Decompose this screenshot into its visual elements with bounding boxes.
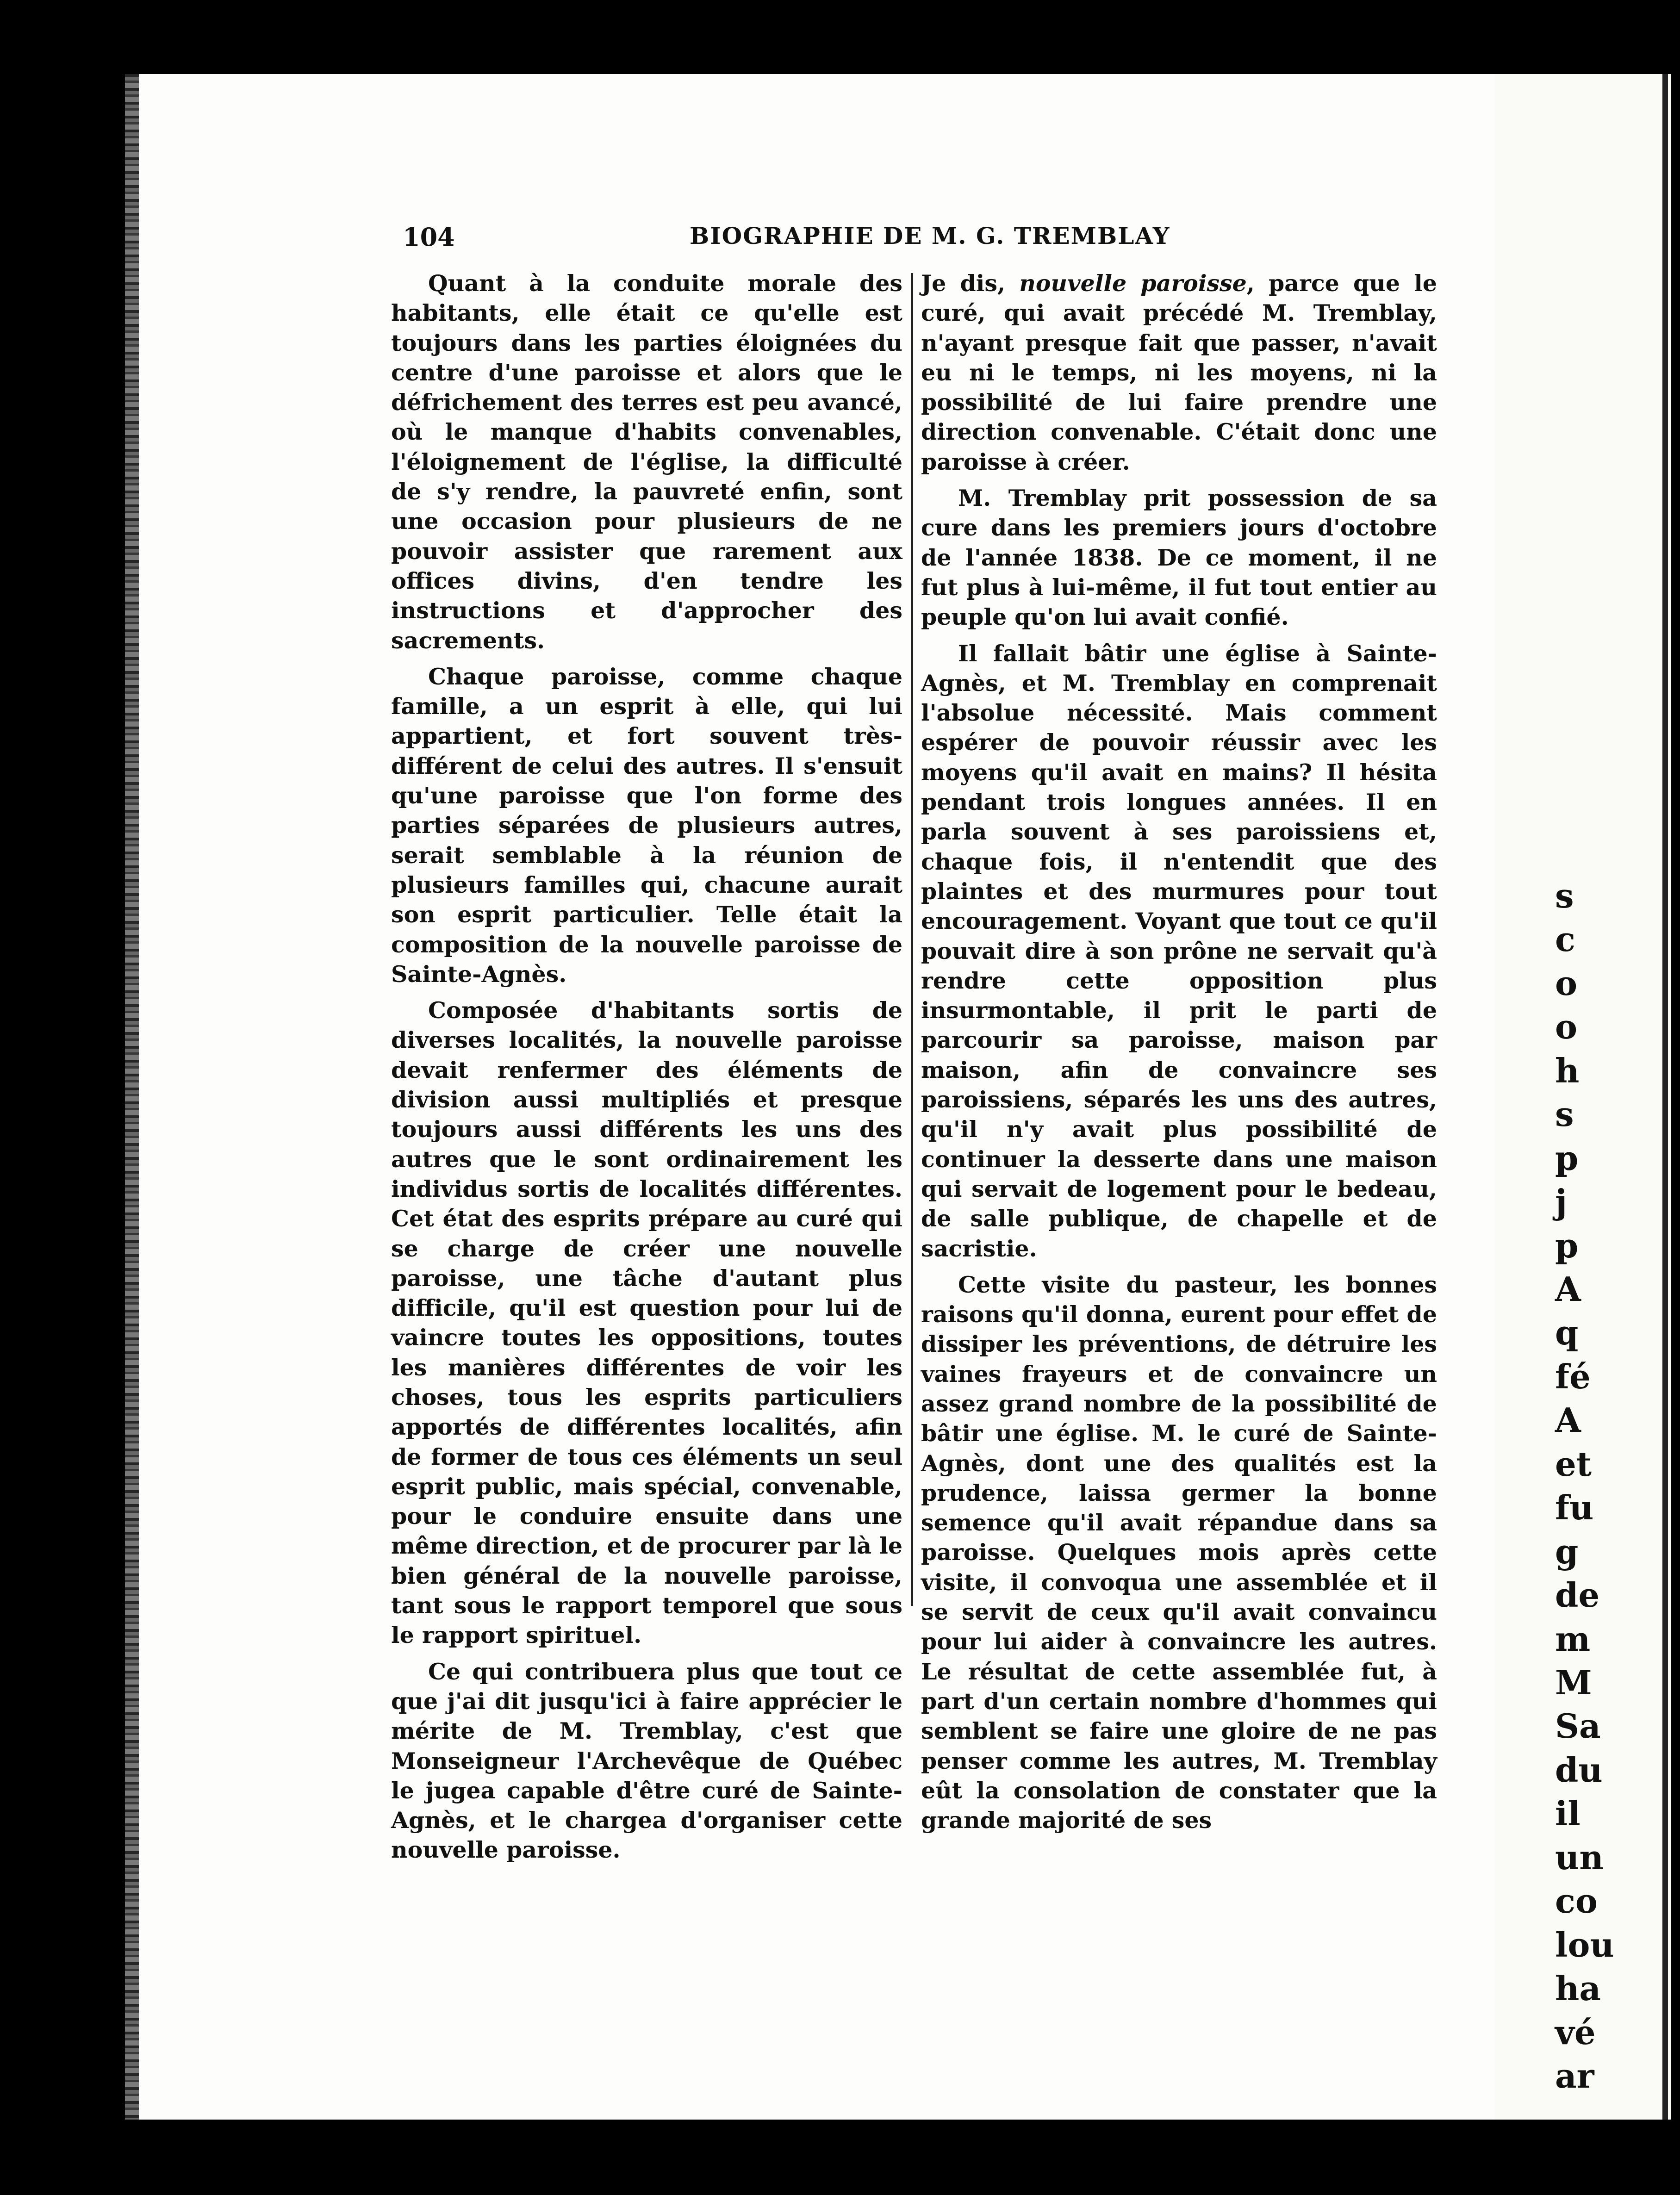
running-head: BIOGRAPHIE DE M. G. TREMBLAY [690, 222, 1170, 249]
left-column [391, 268, 902, 1872]
edge-fragment: du [1555, 1750, 1603, 1790]
paragraph: Ce qui contribuera plus que tout ce que j'ai dit jusqu'ici à faire apprécier le mérite de M. Tremblay, c'est que Monseigneur l'Archevêque de Québec le jugea capable d'être curé de Sainte-Agnès, et le chargea d'organiser cette nouvelle paroisse. [391, 1658, 902, 1864]
edge-fragment: o [1555, 964, 1578, 1003]
edge-fragment: vé [1555, 2013, 1596, 2052]
edge-fragment: et [1555, 1444, 1592, 1484]
edge-fragment: q [1555, 1313, 1579, 1352]
edge-fragment: p [1555, 1226, 1579, 1265]
page-number: 104 [403, 222, 455, 252]
edge-fragment: m [1555, 1619, 1591, 1659]
edge-fragment: de [1555, 1575, 1600, 1615]
edge-fragment: ar [1555, 2056, 1594, 2096]
edge-fragment: fu [1555, 1488, 1594, 1527]
continuation-prefix: Je dis, [921, 270, 1020, 297]
edge-fragment: Sa [1555, 1706, 1601, 1746]
edge-fragment: lou [1555, 1925, 1614, 1965]
edge-fragment: fé [1555, 1357, 1591, 1396]
scan-edge-bar [1662, 74, 1668, 2120]
edge-fragment: A [1555, 1400, 1581, 1440]
edge-fragment: j [1555, 1182, 1568, 1221]
paragraph: Composée d'habitants sortis de diverses localités, la nouvelle paroisse devait renfermer des éléments de division aussi multipliés et presque toujours aussi différents les uns des autres que le sont ordinairement les individus sortis de localités différentes. Cet état des esprits prépare au curé qui se charge de créer une nouvelle paroisse, une tâche d'autant plus difficile, qu'il est question pour lui de vaincre toutes les oppositions, toutes les manières différentes de voir les choses, tous les esprits particuliers apportés de différentes localités, afin de former de tous ces éléments un seul esprit public, mais spécial, convenable, pour le conduire ensuite dans une même direction, et de procurer par là le bien général de la nouvelle paroisse, tant sous le rapport temporel que sous le rapport spirituel. [391, 997, 902, 1649]
edge-fragment: p [1555, 1138, 1579, 1178]
edge-fragment: s [1555, 1094, 1574, 1134]
paragraph: Cette visite du pasteur, les bonnes raisons qu'il donna, eurent pour effet de dissiper les préventions, de détruire les vaines frayeurs et de convaincre un assez grand nombre de la possibilité de bâtir une église. M. le curé de Sainte-Agnès, dont une des qualités est la prudence, laissa germer la bonne semence qu'il avait répandue dans sa paroisse. Quelques mois après cette visite, il convoqua une assemblée et il se servit de ceux qu'il avait convaincu pour lui aider à convaincre les autres. Le résultat de cette assemblée fut, à part d'un certain nombre d'hommes qui semblent se faire une gloire de ne pas penser comme les autres, M. Tremblay eût la consolation de constater que la grande majorité de ses [921, 1271, 1437, 1834]
facing-page-edge [1495, 74, 1671, 2120]
edge-fragment: un [1555, 1838, 1604, 1877]
edge-fragment: s [1555, 876, 1574, 915]
paragraph: M. Tremblay prit possession de sa cure dans les premiers jours d'octobre de l'année 1838. De ce moment, il ne fut plus à lui-même, il fut tout entier au peuple qu'on lui avait confié. [921, 485, 1437, 631]
edge-fragment: h [1555, 1051, 1580, 1090]
edge-fragment: o [1555, 1007, 1578, 1046]
right-column [921, 268, 1437, 1841]
column-divider [911, 273, 913, 1606]
paragraph-continuation [921, 268, 1437, 477]
edge-fragment: il [1555, 1794, 1580, 1833]
edge-fragment: g [1555, 1532, 1579, 1571]
paragraph: Quant à la conduite morale des habitants, elle était ce qu'elle est toujours dans les parties éloignées du centre d'une paroisse et alors que le défrichement des terres est peu avancé, où le manque d'habits convenables, l'éloignement de l'église, la difficulté de s'y rendre, la pauvreté enfin, sont une occasion pour plusieurs de ne pouvoir assister que rarement aux offices divins, d'en tendre les instructions et d'approcher des sacrements. [391, 270, 902, 654]
edge-fragment: co [1555, 1881, 1598, 1921]
continuation-italic: nouvelle paroisse [1019, 270, 1247, 297]
edge-fragment: c [1555, 920, 1575, 959]
edge-fragment: ha [1555, 1969, 1601, 2008]
page-header [403, 222, 1259, 259]
paragraph: Il fallait bâtir une église à Sainte-Agnès, et M. Tremblay en comprenait l'absolue nécessité. Mais comment espérer de pouvoir réussir avec les moyens qu'il avait en mains? Il hésita pendant trois longues années. Il en parla souvent à ses paroissiens et, chaque fois, il n'entendit que des plaintes et des murmures pour tout encouragement. Voyant que tout ce qu'il pouvait dire à son prône ne servait qu'à rendre cette opposition plus insurmontable, il prit le parti de parcourir sa paroisse, maison par maison, afin de convaincre ses paroissiens, séparés les uns des autres, qu'il n'y avait plus possibilité de continuer la desserte dans une maison qui servait de logement pour le bedeau, de salle publique, de chapelle et de sacristie. [921, 640, 1437, 1262]
paragraph: Chaque paroisse, comme chaque famille, a un esprit à elle, qui lui appartient, et fort souvent très-différent de celui des autres. Il s'ensuit qu'une paroisse que l'on forme des parties séparées de plusieurs autres, serait semblable à la réunion de plusieurs familles qui, chacune aurait son esprit particulier. Telle était la composition de la nouvelle paroisse de Sainte-Agnès. [391, 663, 902, 988]
edge-fragment: A [1555, 1269, 1581, 1309]
continuation-rest: , parce que le curé, qui avait précédé M. Tremblay, n'ayant presque fait que passer, n'avait eu ni le temps, ni les moyens, ni la possibilité de lui faire prendre une direction convenable. C'était donc une paroisse à créer. [921, 270, 1437, 475]
edge-fragment: M [1555, 1663, 1592, 1702]
